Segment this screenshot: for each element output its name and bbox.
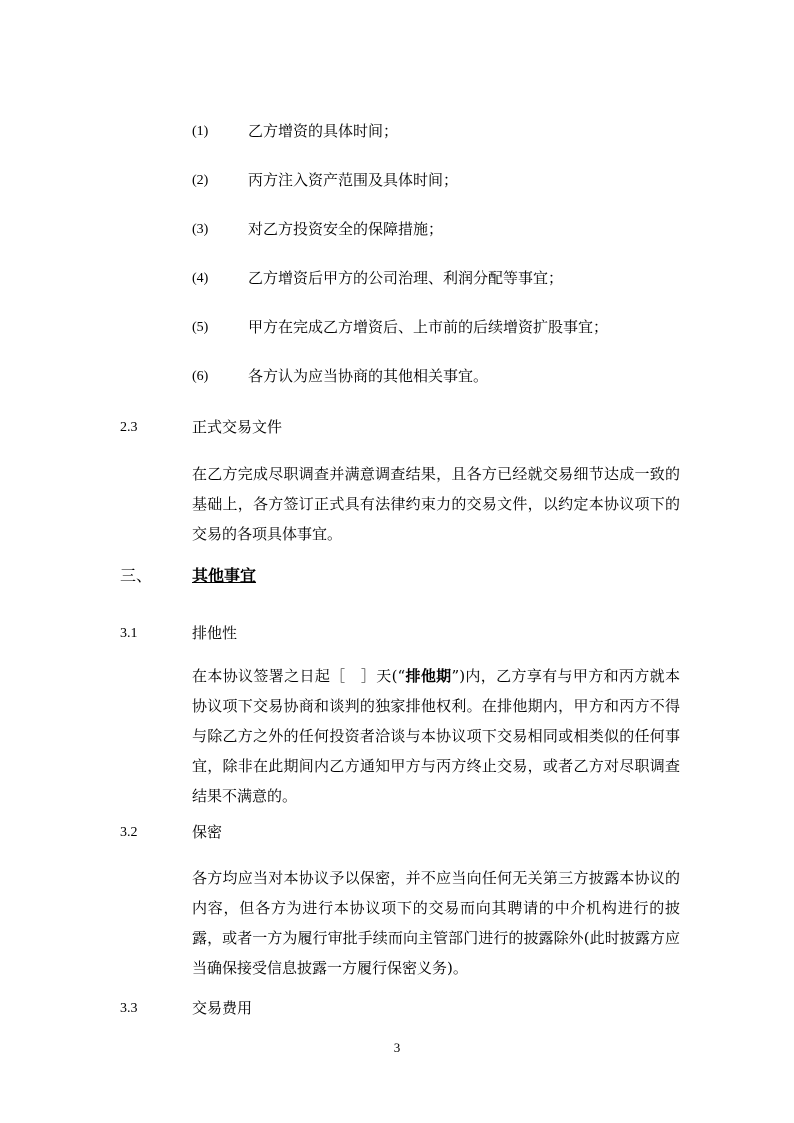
section-3-1-body: [192, 661, 680, 811]
list-item-2: 丙方注入资产范围及具体时间；: [248, 171, 459, 189]
list-item-1: 乙方增资的具体时间；: [248, 122, 399, 140]
section-3-2-title: 保密: [192, 823, 223, 841]
list-item-3: 对乙方投资安全的保障措施；: [248, 220, 444, 238]
section-3-1-body-part1: 在本协议签署之日起［ ］天(: [192, 667, 398, 685]
page-number: 3: [393, 1040, 401, 1055]
section-2-3-number: 2.3: [120, 420, 138, 435]
list-item-4: 乙方增资后甲方的公司治理、利润分配等事宜；: [248, 269, 564, 287]
list-marker-1: (1): [192, 124, 209, 139]
section-3-1-number: 3.1: [120, 626, 138, 641]
section-3-1-defined-term: 排他期: [405, 667, 452, 685]
section-3-1-quote-open: “: [397, 667, 406, 685]
section-3-2-body: 各方均应当对本协议予以保密，并不应当向任何无关第三方披露本协议的内容，但各方为进行本协议项下的交易而向其聘请的中介机构进行的披露，或者一方为履行审批手续而向主管部门进行的披露除外(此时披露方应当确保接受信息披露一方履行保密义务)。: [192, 869, 680, 977]
section-3-3-number: 3.3: [120, 1001, 138, 1016]
section-3-3-title: 交易费用: [192, 999, 253, 1017]
section-2-3-body: 在乙方完成尽职调查并满意调查结果，且各方已经就交易细节达成一致的基础上，各方签订正式具有法律约束力的交易文件，以约定本协议项下的交易的各项具体事宜。: [192, 465, 680, 543]
list-item-6: 各方认为应当协商的其他相关事宜。: [248, 367, 489, 385]
list-marker-3: (3): [192, 222, 209, 237]
section-3-number: 三、: [120, 566, 153, 585]
section-3-2-number: 3.2: [120, 825, 138, 840]
list-marker-4: (4): [192, 271, 209, 286]
list-item-5: 甲方在完成乙方增资后、上市前的后续增资扩股事宜；: [248, 318, 609, 336]
list-marker-6: (6): [192, 369, 209, 384]
section-3-title: 其他事宜: [192, 566, 257, 585]
list-marker-2: (2): [192, 173, 209, 188]
list-marker-5: (5): [192, 320, 209, 335]
section-3-1-quote-close: ”: [451, 667, 460, 685]
section-3-1-title: 排他性: [192, 624, 238, 642]
section-2-3-title: 正式交易文件: [192, 418, 283, 436]
section-3-1-body-part2: )内，乙方享有与甲方和丙方就本协议项下交易协商和谈判的独家排他权利。在排他期内，甲方和丙方不得与除乙方之外的任何投资者洽谈与本协议项下交易相同或相类似的任何事宜，除非在此期间内乙方通知甲方与丙方终止交易，或者乙方对尽职调查结果不满意的。: [192, 667, 680, 805]
